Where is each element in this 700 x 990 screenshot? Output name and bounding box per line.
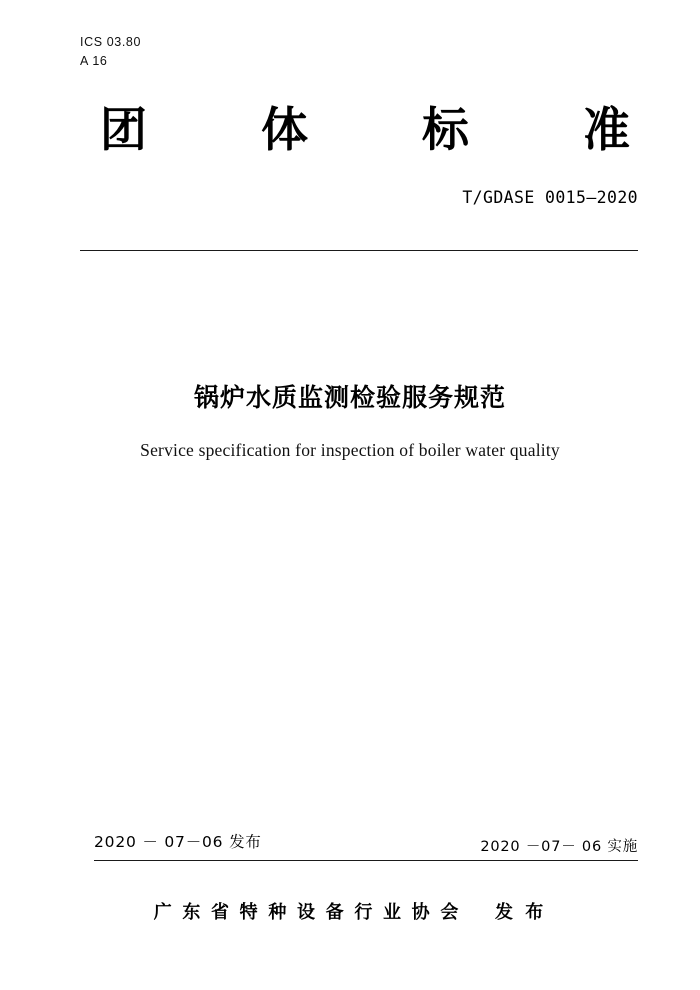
implementation-date: 2020 －07－ 06 实施 xyxy=(480,839,638,855)
header-title-char-4: 准 xyxy=(583,103,630,158)
ics-block xyxy=(80,33,141,71)
issue-date: 2020 － 07－06 发布 xyxy=(94,833,262,851)
document-title-english: Service specification for inspection of boiler water quality xyxy=(140,440,560,460)
header-title xyxy=(100,93,630,160)
publisher-name: 广 东 省 特 种 设 备 行 业 协 会 xyxy=(153,902,461,923)
header-title-char-3: 标 xyxy=(422,103,469,158)
header-title-char-2: 体 xyxy=(261,103,308,158)
standard-number: T/GDASE 0015—2020 xyxy=(462,188,638,207)
classification-code: A 16 xyxy=(80,54,108,68)
document-title-chinese: 锅炉水质监测检验服务规范 xyxy=(193,383,506,412)
ics-code: ICS 03.80 xyxy=(80,35,141,49)
footer-divider xyxy=(94,860,638,861)
publisher-verb: 发 布 xyxy=(495,902,547,923)
header-title-char-1: 团 xyxy=(100,103,147,158)
publisher-line xyxy=(0,898,700,924)
header-divider xyxy=(80,250,638,251)
